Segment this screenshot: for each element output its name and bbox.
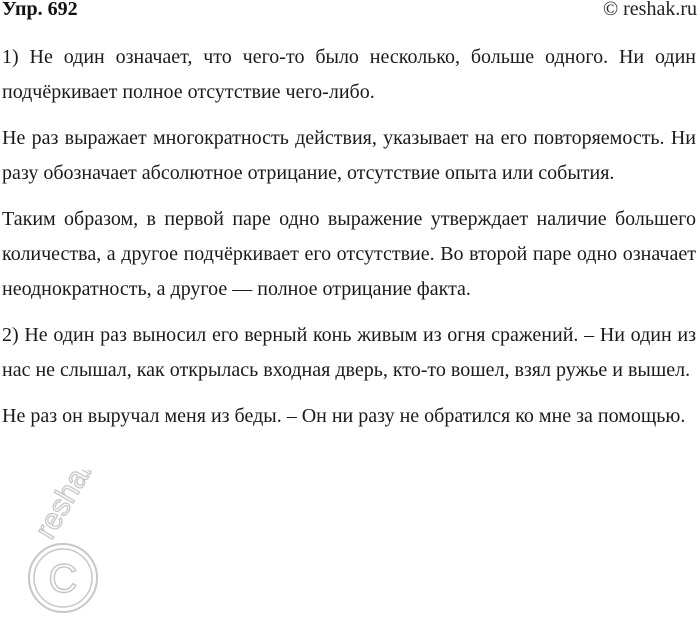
answer-body	[2, 40, 696, 445]
exercise-title: Упр. 692	[2, 0, 78, 20]
page-header	[0, 0, 700, 26]
paragraph-4: 2) Не один раз выносил его верный конь живым из огня сражений. – Ни один из нас не слышал, как открылась входная дверь, кто-то вошел, взял ружье и вышел.	[2, 324, 696, 381]
paragraph-5: Не раз он выручал меня из беды. – Он ни разу не обратился ко мне за помощью.	[2, 405, 686, 427]
paragraph-2: Не раз выражает многократность действия, указывает на его повторяемость. Ни разу обозначает абсолютное отрицание, отсутствие опыта или события.	[2, 127, 696, 184]
watermark	[15, 470, 155, 620]
copyright-label: © reshak.ru	[602, 0, 697, 20]
svg-text:reshak.ru: reshak.ru	[28, 470, 120, 545]
copyright-watermark-icon	[15, 470, 155, 620]
svg-text:C: C	[48, 557, 78, 601]
paragraph-3: Таким образом, в первой паре одно выражение утверждает наличие большего количества, а другое подчёркивает его отсутствие. Во второй паре одно означает неоднократность, а другое — полное отрицание факта.	[2, 208, 696, 300]
paragraph-1: 1) Не один означает, что чего-то было несколько, больше одного. Ни один подчёркивает полное отсутствие чего-либо.	[2, 46, 696, 103]
